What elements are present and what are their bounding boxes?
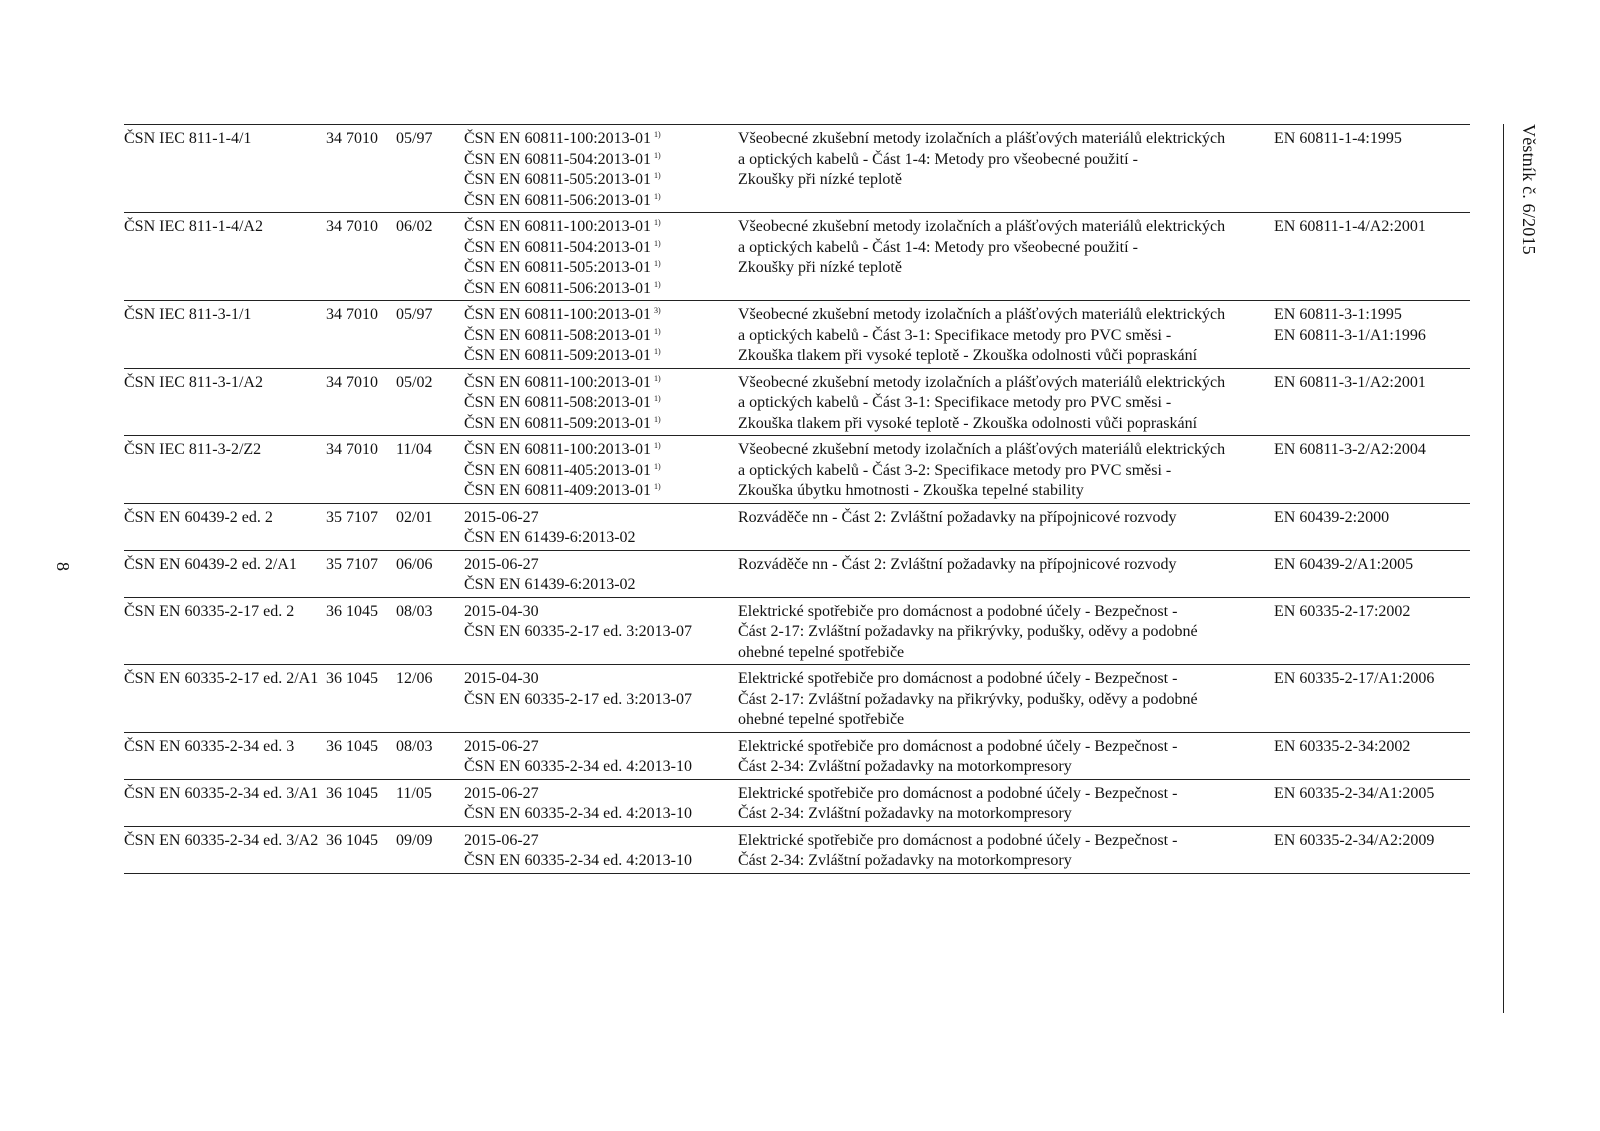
title-line: Část 2-17: Zvláštní požadavky na přikrývky, podušky, oděvy a podobné — [738, 623, 1198, 640]
standard-cell — [124, 368, 326, 436]
replacement-line — [464, 393, 738, 414]
title-line: Všeobecné zkušební metody izolačních a plášťových materiálů elektrických — [738, 130, 1226, 147]
title-line: a optických kabelů - Část 3-1: Specifikace metody pro PVC směsi - — [738, 394, 1172, 411]
class-code: 36 1045 — [326, 831, 378, 849]
replacement-line — [464, 191, 738, 212]
replacement-line — [464, 170, 738, 191]
replacement-cell — [464, 125, 738, 213]
table-body — [124, 125, 1470, 874]
title-cell — [738, 368, 1274, 436]
title-line: Rozváděče nn - Část 2: Zvláštní požadavky na přípojnicové rozvody — [738, 508, 1177, 526]
issue-date: 05/97 — [396, 130, 433, 147]
replacement-text: 2015-04-30 — [464, 602, 539, 620]
title-line: a optických kabelů - Část 3-2: Specifikace metody pro PVC směsi - — [738, 461, 1172, 479]
date-cell — [396, 826, 464, 873]
replacement-cell — [464, 732, 738, 779]
class-code: 34 7010 — [326, 218, 378, 235]
standards-table — [124, 124, 1470, 874]
title-line: Všeobecné zkušební metody izolačních a plášťových materiálů elektrických — [738, 306, 1226, 323]
footnote-marker: 1) — [653, 238, 661, 248]
replacement-cell — [464, 368, 738, 436]
replacement-text: ČSN EN 61439-6:2013-02 — [464, 576, 636, 593]
table-row — [124, 213, 1470, 301]
class-cell — [326, 213, 396, 301]
issue-date: 06/02 — [396, 218, 433, 235]
title-line: Všeobecné zkušební metody izolačních a plášťových materiálů elektrických — [738, 441, 1226, 458]
standards-table-container — [124, 124, 1470, 874]
footnote-marker: 3) — [653, 306, 661, 315]
title-line: Všeobecné zkušební metody izolačních a plášťových materiálů elektrických — [738, 218, 1226, 235]
replacement-text: ČSN EN 60811-508:2013-01 — [464, 326, 651, 344]
replacement-text: ČSN EN 60811-100:2013-01 — [464, 373, 651, 391]
replacement-line — [464, 305, 738, 326]
issue-date: 06/06 — [396, 555, 433, 573]
title-cell — [738, 597, 1274, 665]
class-code: 35 7107 — [326, 508, 378, 526]
title-line: Část 2-34: Zvláštní požadavky na motorkompresory — [738, 852, 1072, 869]
replacement-text: ČSN EN 60811-100:2013-01 — [464, 306, 651, 323]
issue-date: 05/97 — [396, 306, 433, 323]
standard-designation: ČSN EN 60335-2-17 ed. 2/A1 — [124, 670, 319, 687]
title-line: Všeobecné zkušební metody izolačních a plášťových materiálů elektrických — [738, 373, 1226, 391]
en-standard: EN 60811-1-4/A2:2001 — [1274, 218, 1426, 235]
title-cell — [738, 125, 1274, 213]
replacement-text: ČSN EN 60811-405:2013-01 — [464, 461, 651, 479]
replacement-line — [464, 279, 738, 300]
replacement-cell — [464, 665, 738, 733]
issue-date: 11/05 — [396, 784, 432, 802]
title-line: Část 2-34: Zvláštní požadavky na motorkompresory — [738, 805, 1072, 822]
title-line: Elektrické spotřebiče pro domácnost a podobné účely - Bezpečnost - — [738, 737, 1178, 755]
replacement-line — [464, 326, 738, 347]
title-line: Elektrické spotřebiče pro domácnost a podobné účely - Bezpečnost - — [738, 784, 1178, 802]
replacement-text: ČSN EN 60811-506:2013-01 — [464, 191, 651, 209]
replacement-cell — [464, 301, 738, 369]
date-cell — [396, 732, 464, 779]
standard-designation: ČSN EN 60335-2-34 ed. 3/A2 — [124, 831, 319, 849]
title-line: Elektrické spotřebiče pro domácnost a podobné účely - Bezpečnost - — [738, 602, 1178, 620]
date-cell — [396, 503, 464, 550]
title-line: Elektrické spotřebiče pro domácnost a podobné účely - Bezpečnost - — [738, 670, 1178, 687]
footnote-marker: 1) — [653, 150, 661, 160]
title-cell — [738, 301, 1274, 369]
title-line: a optických kabelů - Část 1-4: Metody pro všeobecné použití - — [738, 150, 1138, 168]
issue-date: 02/01 — [396, 508, 433, 526]
replacement-line — [464, 804, 738, 825]
table-row — [124, 368, 1470, 436]
title-line: Zkoušky při nízké teplotě — [738, 259, 902, 276]
replacement-text: ČSN EN 60811-100:2013-01 — [464, 218, 651, 235]
standard-cell — [124, 213, 326, 301]
en-standard: EN 60335-2-17:2002 — [1274, 602, 1411, 620]
replacement-line — [464, 481, 738, 502]
footnote-marker: 1) — [653, 414, 661, 424]
replacement-cell — [464, 503, 738, 550]
replacement-text: ČSN EN 60335-2-34 ed. 4:2013-10 — [464, 758, 692, 775]
issue-date: 09/09 — [396, 831, 433, 849]
replacement-text: ČSN EN 60335-2-17 ed. 3:2013-07 — [464, 623, 692, 640]
title-line: ohebné tepelné spotřebiče — [738, 711, 905, 728]
class-cell — [326, 125, 396, 213]
replacement-cell — [464, 826, 738, 873]
en-cell — [1274, 436, 1470, 504]
issue-date: 11/04 — [396, 441, 432, 458]
title-cell — [738, 550, 1274, 597]
footnote-marker: 1) — [653, 373, 661, 383]
title-cell — [738, 436, 1274, 504]
title-cell — [738, 826, 1274, 873]
standard-cell — [124, 436, 326, 504]
replacement-line — [464, 555, 738, 576]
title-line: Zkouška tlakem při vysoké teplotě - Zkouška odolnosti vůči popraskání — [738, 347, 1198, 364]
vertical-rule — [1503, 124, 1504, 1013]
replacement-line — [464, 575, 738, 596]
replacement-text: ČSN EN 60811-505:2013-01 — [464, 171, 651, 188]
title-cell — [738, 503, 1274, 550]
date-cell — [396, 597, 464, 665]
title-line: Rozváděče nn - Část 2: Zvláštní požadavky na přípojnicové rozvody — [738, 555, 1177, 573]
replacement-text: ČSN EN 60811-508:2013-01 — [464, 394, 651, 411]
replacement-text: ČSN EN 60335-2-34 ed. 4:2013-10 — [464, 852, 692, 869]
class-code: 36 1045 — [326, 602, 378, 620]
footnote-marker: 1) — [653, 326, 661, 336]
footnote-marker: 1) — [653, 461, 661, 471]
table-row — [124, 125, 1470, 213]
replacement-line — [464, 258, 738, 279]
en-cell — [1274, 368, 1470, 436]
title-line: Elektrické spotřebiče pro domácnost a podobné účely - Bezpečnost - — [738, 831, 1178, 849]
standard-designation: ČSN EN 60335-2-34 ed. 3/A1 — [124, 784, 319, 802]
issue-date: 12/06 — [396, 670, 433, 687]
footnote-marker: 1) — [653, 279, 661, 289]
replacement-cell — [464, 597, 738, 665]
en-standard: EN 60811-3-1:1995 — [1274, 306, 1402, 323]
en-standard: EN 60335-2-34/A1:2005 — [1274, 784, 1435, 802]
replacement-cell — [464, 436, 738, 504]
replacement-line — [464, 690, 738, 711]
replacement-line — [464, 150, 738, 171]
en-cell — [1274, 597, 1470, 665]
table-row — [124, 732, 1470, 779]
footnote-marker: 1) — [653, 482, 661, 491]
replacement-text: ČSN EN 60811-409:2013-01 — [464, 482, 651, 499]
class-cell — [326, 665, 396, 733]
replacement-line — [464, 622, 738, 643]
date-cell — [396, 665, 464, 733]
en-cell — [1274, 826, 1470, 873]
standard-designation: ČSN IEC 811-3-2/Z2 — [124, 441, 262, 458]
class-cell — [326, 550, 396, 597]
replacement-text: 2015-04-30 — [464, 670, 539, 687]
date-cell — [396, 213, 464, 301]
title-cell — [738, 213, 1274, 301]
replacement-text: ČSN EN 60811-509:2013-01 — [464, 347, 651, 364]
footnote-marker: 1) — [653, 394, 661, 403]
title-cell — [738, 665, 1274, 733]
standard-designation: ČSN EN 60335-2-34 ed. 3 — [124, 737, 295, 755]
table-row — [124, 597, 1470, 665]
replacement-cell — [464, 779, 738, 826]
standard-cell — [124, 125, 326, 213]
replacement-text: ČSN EN 60811-504:2013-01 — [464, 150, 651, 168]
title-line: a optických kabelů - Část 1-4: Metody pro všeobecné použití - — [738, 238, 1138, 256]
class-cell — [326, 826, 396, 873]
title-line: Část 2-34: Zvláštní požadavky na motorkompresory — [738, 758, 1072, 775]
footnote-marker: 1) — [653, 441, 661, 450]
title-line: ohebné tepelné spotřebiče — [738, 643, 905, 661]
en-standard: EN 60439-2:2000 — [1274, 508, 1390, 526]
en-cell — [1274, 665, 1470, 733]
title-cell — [738, 732, 1274, 779]
title-line: Zkouška úbytku hmotnosti - Zkouška tepelné stability — [738, 482, 1084, 499]
title-line: a optických kabelů - Část 3-1: Specifikace metody pro PVC směsi - — [738, 326, 1172, 344]
replacement-text: ČSN EN 60811-509:2013-01 — [464, 414, 651, 432]
class-cell — [326, 368, 396, 436]
replacement-cell — [464, 213, 738, 301]
replacement-line — [464, 737, 738, 758]
replacement-line — [464, 346, 738, 367]
replacement-line — [464, 440, 738, 461]
en-cell — [1274, 301, 1470, 369]
replacement-text: ČSN EN 60335-2-34 ed. 4:2013-10 — [464, 805, 692, 822]
standard-cell — [124, 301, 326, 369]
replacement-text: ČSN EN 61439-6:2013-02 — [464, 529, 636, 546]
replacement-text: 2015-06-27 — [464, 831, 539, 849]
replacement-text: ČSN EN 60811-100:2013-01 — [464, 130, 651, 147]
en-cell — [1274, 779, 1470, 826]
class-code: 34 7010 — [326, 373, 378, 391]
date-cell — [396, 436, 464, 504]
replacement-line — [464, 602, 738, 623]
class-cell — [326, 597, 396, 665]
table-row — [124, 826, 1470, 873]
class-cell — [326, 732, 396, 779]
class-cell — [326, 503, 396, 550]
class-code: 36 1045 — [326, 784, 378, 802]
standard-designation: ČSN EN 60439-2 ed. 2/A1 — [124, 555, 297, 573]
en-cell — [1274, 125, 1470, 213]
standard-cell — [124, 503, 326, 550]
standard-designation: ČSN IEC 811-3-1/1 — [124, 306, 252, 323]
replacement-line — [464, 831, 738, 852]
class-code: 36 1045 — [326, 670, 378, 687]
page-number: 8 — [53, 562, 73, 571]
standard-cell — [124, 550, 326, 597]
replacement-text: 2015-06-27 — [464, 737, 539, 755]
table-row — [124, 436, 1470, 504]
footnote-marker: 1) — [653, 347, 661, 356]
replacement-line — [464, 757, 738, 778]
standard-cell — [124, 779, 326, 826]
class-code: 34 7010 — [326, 441, 378, 458]
en-standard: EN 60811-3-2/A2:2004 — [1274, 441, 1426, 458]
date-cell — [396, 550, 464, 597]
en-standard: EN 60811-3-1/A2:2001 — [1274, 373, 1426, 391]
replacement-text: 2015-06-27 — [464, 784, 539, 802]
table-row — [124, 503, 1470, 550]
en-standard: EN 60811-1-4:1995 — [1274, 130, 1402, 147]
standard-cell — [124, 826, 326, 873]
journal-header: Věstník č. 6/2015 — [1519, 124, 1539, 255]
replacement-line — [464, 373, 738, 394]
en-standard: EN 60335-2-34:2002 — [1274, 737, 1411, 755]
title-line: Zkoušky při nízké teplotě — [738, 171, 902, 188]
table-row — [124, 665, 1470, 733]
footnote-marker: 1) — [653, 218, 661, 227]
replacement-text: ČSN EN 60811-504:2013-01 — [464, 238, 651, 256]
class-code: 34 7010 — [326, 130, 378, 147]
en-cell — [1274, 503, 1470, 550]
date-cell — [396, 301, 464, 369]
title-line: Část 2-17: Zvláštní požadavky na přikrývky, podušky, oděvy a podobné — [738, 690, 1198, 708]
footnote-marker: 1) — [653, 130, 661, 139]
replacement-line — [464, 217, 738, 238]
replacement-line — [464, 129, 738, 150]
replacement-text: ČSN EN 60811-506:2013-01 — [464, 279, 651, 297]
replacement-line — [464, 461, 738, 482]
replacement-text: ČSN EN 60335-2-17 ed. 3:2013-07 — [464, 690, 692, 708]
en-cell — [1274, 732, 1470, 779]
footnote-marker: 1) — [653, 171, 661, 180]
standard-cell — [124, 597, 326, 665]
replacement-line — [464, 669, 738, 690]
en-cell — [1274, 550, 1470, 597]
replacement-line — [464, 784, 738, 805]
standard-cell — [124, 665, 326, 733]
en-cell — [1274, 213, 1470, 301]
class-code: 35 7107 — [326, 555, 378, 573]
standard-designation: ČSN IEC 811-1-4/A2 — [124, 218, 263, 235]
replacement-line — [464, 238, 738, 259]
replacement-text: 2015-06-27 — [464, 508, 539, 526]
issue-date: 08/03 — [396, 602, 433, 620]
footnote-marker: 1) — [653, 191, 661, 201]
replacement-line — [464, 508, 738, 529]
class-cell — [326, 301, 396, 369]
title-line: Zkouška tlakem při vysoké teplotě - Zkouška odolnosti vůči popraskání — [738, 414, 1198, 432]
date-cell — [396, 779, 464, 826]
standard-designation: ČSN IEC 811-1-4/1 — [124, 130, 252, 147]
standard-cell — [124, 732, 326, 779]
replacement-cell — [464, 550, 738, 597]
standard-designation: ČSN EN 60439-2 ed. 2 — [124, 508, 273, 526]
issue-date: 05/02 — [396, 373, 433, 391]
title-cell — [738, 779, 1274, 826]
en-standard: EN 60335-2-34/A2:2009 — [1274, 831, 1435, 849]
date-cell — [396, 368, 464, 436]
en-standard: EN 60811-3-1/A1:1996 — [1274, 326, 1426, 344]
replacement-text: 2015-06-27 — [464, 555, 539, 573]
footnote-marker: 1) — [653, 259, 661, 268]
table-row — [124, 550, 1470, 597]
table-row — [124, 779, 1470, 826]
replacement-line — [464, 851, 738, 872]
en-standard: EN 60335-2-17/A1:2006 — [1274, 670, 1435, 687]
table-row — [124, 301, 1470, 369]
en-standard: EN 60439-2/A1:2005 — [1274, 555, 1414, 573]
replacement-text: ČSN EN 60811-100:2013-01 — [464, 441, 651, 458]
issue-date: 08/03 — [396, 737, 433, 755]
date-cell — [396, 125, 464, 213]
replacement-line — [464, 528, 738, 549]
class-code: 36 1045 — [326, 737, 378, 755]
replacement-text: ČSN EN 60811-505:2013-01 — [464, 259, 651, 276]
standard-designation: ČSN EN 60335-2-17 ed. 2 — [124, 602, 295, 620]
class-cell — [326, 436, 396, 504]
replacement-line — [464, 414, 738, 435]
standard-designation: ČSN IEC 811-3-1/A2 — [124, 373, 263, 391]
class-cell — [326, 779, 396, 826]
class-code: 34 7010 — [326, 306, 378, 323]
